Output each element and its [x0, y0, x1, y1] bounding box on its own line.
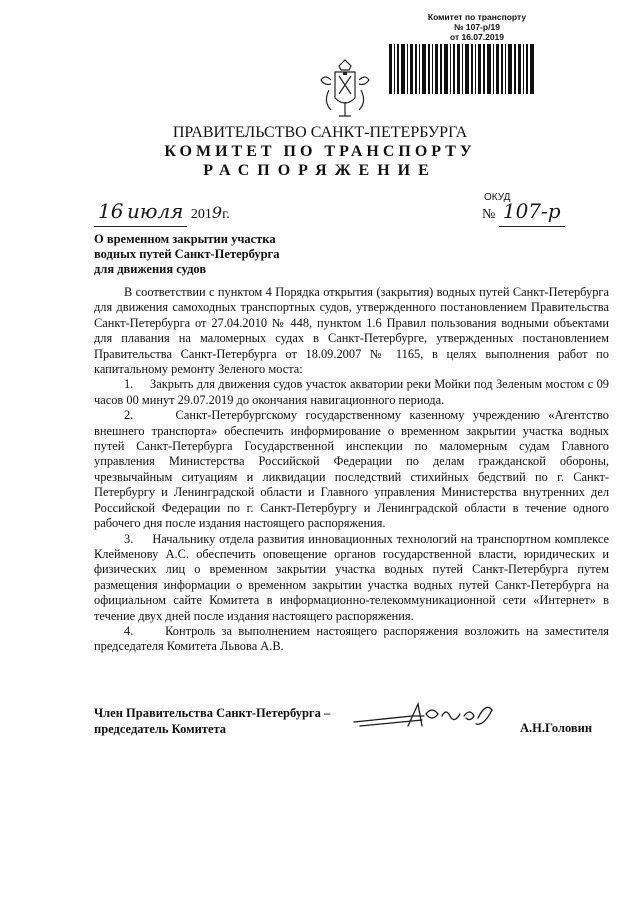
stamp-line-1: Комитет по транспорту: [427, 12, 527, 22]
signatory-name: А.Н.Головин: [520, 721, 593, 735]
document-type: РАСПОРЯЖЕНИЕ: [203, 162, 437, 179]
signatory-title-line-1: Член Правительства Санкт-Петербурга –: [94, 706, 331, 720]
handwritten-signature-icon: [352, 696, 502, 736]
stamp-line-3: от 16.07.2019: [449, 32, 505, 42]
document-body: [94, 285, 609, 655]
number-label: №: [482, 207, 496, 222]
date-year-prefix: 201: [190, 207, 212, 222]
signatory-title-line-2: председатель Комитета: [94, 722, 227, 736]
okud-label: ОКУД: [484, 192, 511, 203]
subject-line-2: водных путей Санкт-Петербурга: [94, 247, 280, 261]
body-item-1: 1. Закрыть для движения судов участок акватории реки Мойки под Зеленым мостом с 09 часов 00 минут 29.07.2019 до окончания навигационного периода.: [94, 377, 609, 407]
registration-stamp: [422, 12, 532, 42]
government-title: ПРАВИТЕЛЬСТВО САНКТ-ПЕТЕРБУРГА: [172, 124, 468, 141]
number-value: 107-р: [502, 199, 561, 223]
document-number: [482, 200, 565, 227]
date-year-suffix: 9: [211, 203, 223, 222]
number-underline: [499, 200, 565, 227]
body-item-2: 2. Санкт-Петербургскому государственному казенному учреждению «Агентство внешнего транспорта» обеспечить информирование о временном закрытии участка водных путей Санкт-Петербурга Государственной инспекции по маломерным судам Главного управления Министерства Российской Федерации по делам гражданской обороны, чрезвычайным ситуациям и ликвидации последствий стихийных бедствий по г. Санкт-Петербургу и Ленинградской области и Главного управления Министерства внутренних дел Российской Федерации по г. Санкт-Петербургу и Ленинградской области в течение одного рабочего дня после издания настоящего распоряжения.: [94, 408, 609, 531]
date-month: июля: [126, 199, 184, 223]
spb-coat-of-arms-icon: [317, 58, 373, 122]
date-year-g: г.: [222, 207, 230, 222]
subject-line-3: для движения судов: [94, 262, 207, 276]
document-date: [94, 200, 230, 227]
date-day: 16: [98, 199, 124, 223]
stamp-line-2: № 107-р/19: [454, 22, 500, 32]
subject-line-1: О временном закрытии участка: [94, 232, 276, 246]
barcode-icon: [389, 44, 534, 94]
body-item-3: 3. Начальнику отдела развития инновационных технологий на транспортном комплексе Клейменову А.С. обеспечить оповещение органов государственной власти, юридических и физических лиц о временном закрытии участка водных путей Санкт-Петербурга путем размещения информации о временном закрытии участка водных путей Санкт-Петербурга на официальном сайте Комитета в информационно-телекоммуникационной сети «Интернет» в течение двух дней после издания настоящего распоряжения.: [94, 531, 609, 623]
date-handwritten: [94, 200, 187, 227]
document-subject: [94, 232, 324, 277]
signatory-title: [94, 705, 374, 737]
body-intro: В соответствии с пунктом 4 Порядка открытия (закрытия) водных путей Санкт-Петербурга для движения самоходных транспортных судов, утвержденного постановлением Правительства Санкт-Петербурга от 27.04.2010 № 448, пунктом 1.6 Правил пользования водными объектами для плавания на маломерных судах в Санкт-Петербурге, утвержденных постановлением Правительства Санкт-Петербурга от 18.09.2007 № 1165, в целях выполнения работ по капитальному ремонту Зеленого моста:: [94, 285, 609, 377]
body-item-4: 4. Контроль за выполнением настоящего распоряжения возложить на заместителя председателя Комитета Львова А.В.: [94, 623, 609, 654]
committee-title: КОМИТЕТ ПО ТРАНСПОРТУ: [164, 143, 476, 160]
